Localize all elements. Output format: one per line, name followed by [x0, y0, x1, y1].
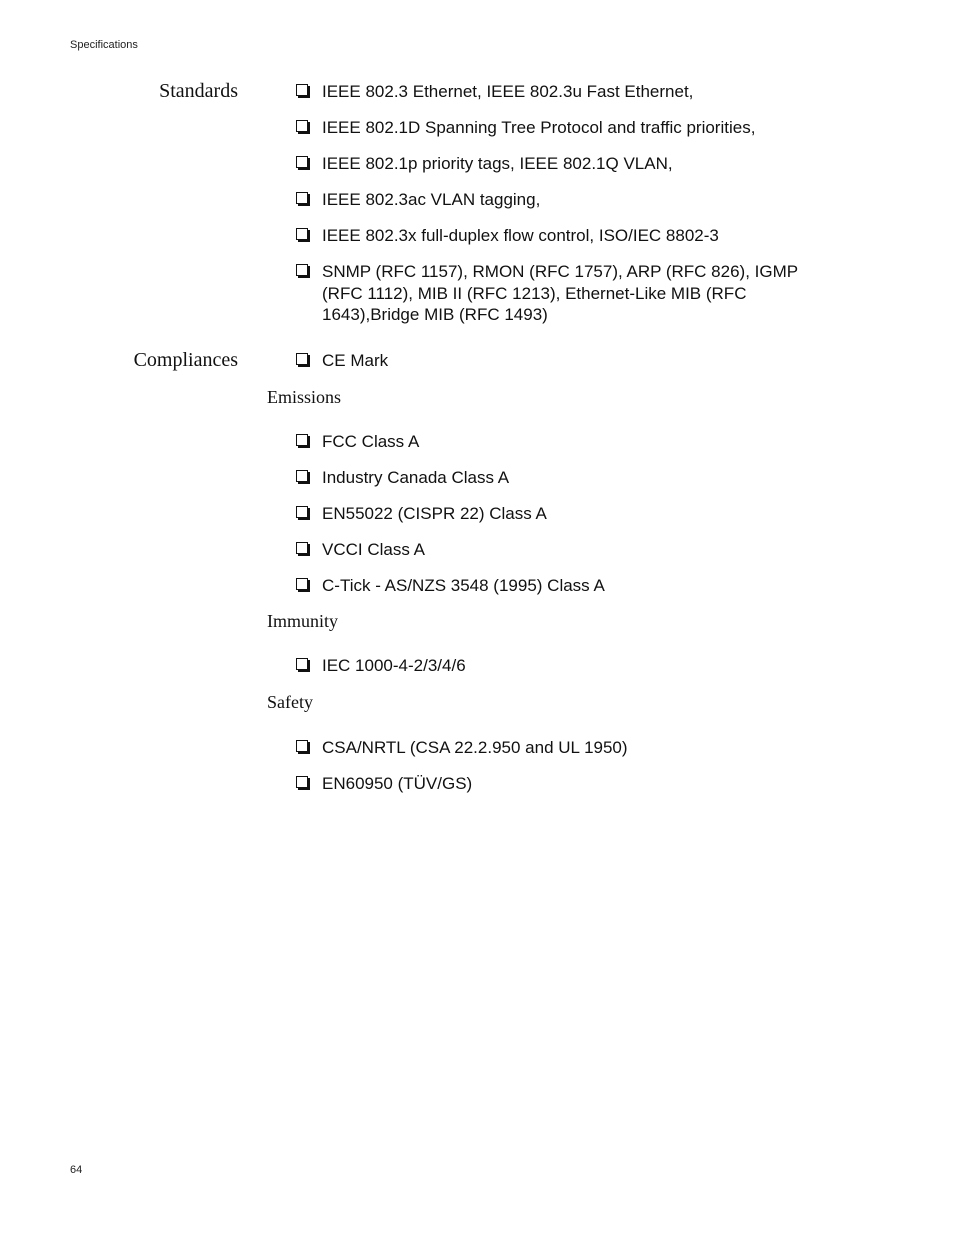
- checkbox-square-icon: [296, 740, 308, 752]
- item-text: FCC Class A: [322, 432, 420, 451]
- checkbox-square-icon: [296, 470, 308, 482]
- item-text: VCCI Class A: [322, 540, 425, 559]
- checkbox-square-icon: [296, 658, 308, 670]
- checkbox-square-icon: [296, 506, 308, 518]
- list-item: [296, 189, 836, 211]
- list-item: [296, 117, 836, 139]
- item-text: IEEE 802.3ac VLAN tagging,: [322, 190, 541, 209]
- compliances-list: [296, 350, 836, 372]
- emissions-heading: Emissions: [267, 387, 342, 407]
- checkbox-square-icon: [296, 353, 308, 365]
- list-item: [296, 503, 836, 525]
- list-item: [296, 655, 836, 677]
- item-text: C-Tick - AS/NZS 3548 (1995) Class A: [322, 576, 605, 595]
- list-item: [296, 431, 836, 453]
- emissions-list: [296, 431, 836, 597]
- item-text: IEC 1000-4-2/3/4/6: [322, 656, 466, 675]
- item-text: IEEE 802.3x full-duplex flow control, ISO/IEC 8802-3: [322, 226, 719, 245]
- running-header: Specifications: [70, 39, 138, 51]
- immunity-list: [296, 655, 836, 677]
- list-item: [296, 539, 836, 561]
- item-text: CE Mark: [322, 351, 389, 370]
- checkbox-square-icon: [296, 776, 308, 788]
- item-text: IEEE 802.1p priority tags, IEEE 802.1Q VLAN,: [322, 154, 673, 173]
- list-item: [296, 153, 836, 175]
- checkbox-square-icon: [296, 228, 308, 240]
- immunity-heading: Immunity: [267, 611, 338, 631]
- checkbox-square-icon: [296, 434, 308, 446]
- page-number: 64: [70, 1164, 83, 1176]
- item-text: IEEE 802.3 Ethernet, IEEE 802.3u Fast Ethernet,: [322, 82, 694, 101]
- checkbox-square-icon: [296, 120, 308, 132]
- list-item: [296, 773, 836, 795]
- list-item: [296, 350, 836, 372]
- checkbox-square-icon: [296, 192, 308, 204]
- standards-list: [296, 81, 836, 326]
- checkbox-square-icon: [296, 84, 308, 96]
- item-text: CSA/NRTL (CSA 22.2.950 and UL 1950): [322, 738, 628, 757]
- checkbox-square-icon: [296, 578, 308, 590]
- list-item: [296, 225, 836, 247]
- compliances-label: Compliances: [133, 349, 238, 371]
- item-text: IEEE 802.1D Spanning Tree Protocol and traffic priorities,: [322, 118, 756, 137]
- standards-label: Standards: [159, 80, 238, 102]
- safety-heading: Safety: [267, 692, 313, 712]
- checkbox-square-icon: [296, 264, 308, 276]
- checkbox-square-icon: [296, 156, 308, 168]
- checkbox-square-icon: [296, 542, 308, 554]
- item-text: EN55022 (CISPR 22) Class A: [322, 504, 547, 523]
- list-item: [296, 81, 836, 103]
- safety-list: [296, 737, 836, 795]
- item-text: Industry Canada Class A: [322, 468, 510, 487]
- item-text: EN60950 (TÜV/GS): [322, 774, 473, 793]
- list-item: [296, 467, 836, 489]
- list-item: [296, 575, 836, 597]
- list-item: [296, 261, 836, 326]
- list-item: [296, 737, 836, 759]
- item-text: SNMP (RFC 1157), RMON (RFC 1757), ARP (RFC 826), IGMP (RFC 1112), MIB II (RFC 1213), Ethernet-Like MIB (RFC 1643),Bridge MIB (RFC 1493): [322, 262, 798, 324]
